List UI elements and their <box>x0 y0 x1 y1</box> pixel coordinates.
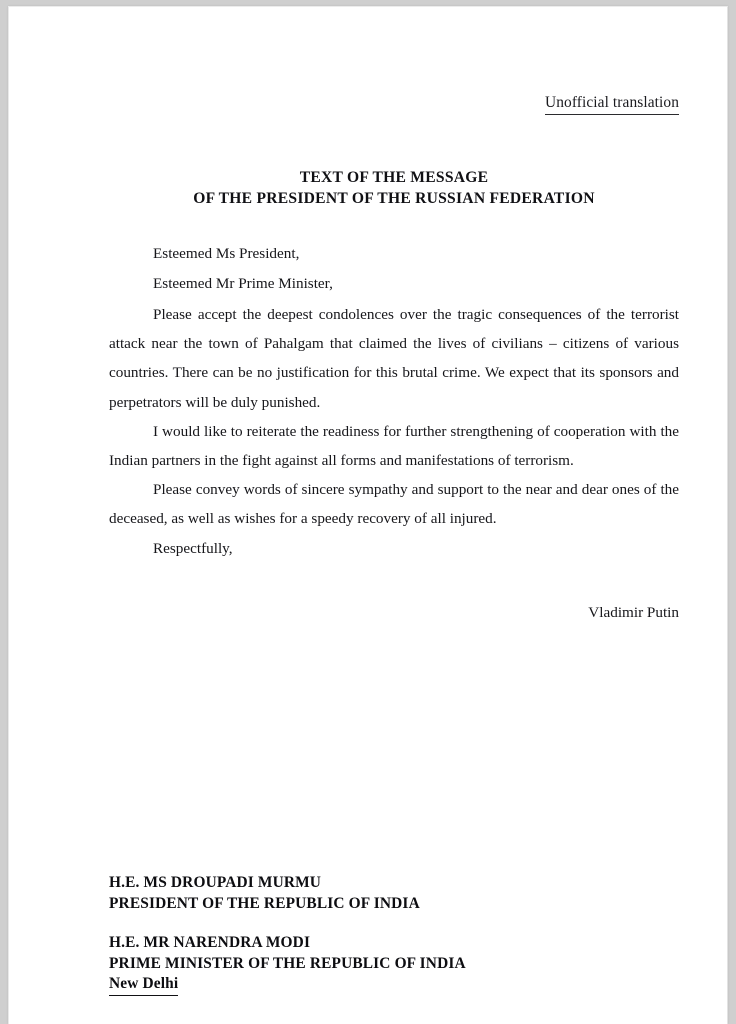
signature-row <box>109 602 679 624</box>
addressee-block <box>109 873 679 996</box>
unofficial-translation-note: Unofficial translation <box>545 93 679 115</box>
place-line: New Delhi <box>109 974 178 996</box>
document-page <box>8 6 728 1024</box>
page-title <box>109 167 679 209</box>
addressee-prime-minister <box>109 933 679 996</box>
body-paragraph-2: I would like to reiterate the readiness for further strengthening of cooperation with the Indian partners in the fight against all forms and manifestations of terrorism. <box>109 422 679 470</box>
addressee-president <box>109 873 679 914</box>
closing-salutation: Respectfully, <box>153 539 233 557</box>
title-line-2: OF THE PRESIDENT OF THE RUSSIAN FEDERATION <box>193 190 595 207</box>
page-content <box>109 7 679 1024</box>
body-paragraph-3: Please convey words of sincere sympathy and support to the near and dear ones of the deceased, as well as wishes for a speedy recovery of all injured. <box>109 481 679 528</box>
salutation-prime-minister: Esteemed Mr Prime Minister, <box>153 275 333 292</box>
body-paragraph-1: Please accept the deepest condolences over the tragic consequences of the terrorist attack near the town of Pahalgam that claimed the lives of civilians – citizens of various countries. There can be no justification for this brutal crime. We expect that its sponsors and perpetrators will be duly punished. <box>109 306 679 411</box>
addressee-prime-minister-name: H.E. MR NARENDRA MODI <box>109 934 311 951</box>
header-note-row <box>109 93 679 115</box>
addressee-president-name: H.E. MS DROUPADI MURMU <box>109 874 322 891</box>
addressee-president-office: PRESIDENT OF THE REPUBLIC OF INDIA <box>109 894 420 912</box>
letter-body <box>109 239 679 564</box>
salutation-president: Esteemed Ms President, <box>153 245 300 262</box>
signatory-name: Vladimir Putin <box>588 604 679 621</box>
place-line-wrap <box>109 974 679 996</box>
title-line-1: TEXT OF THE MESSAGE <box>299 169 489 186</box>
addressee-prime-minister-office: PRIME MINISTER OF THE REPUBLIC OF INDIA <box>109 954 466 972</box>
